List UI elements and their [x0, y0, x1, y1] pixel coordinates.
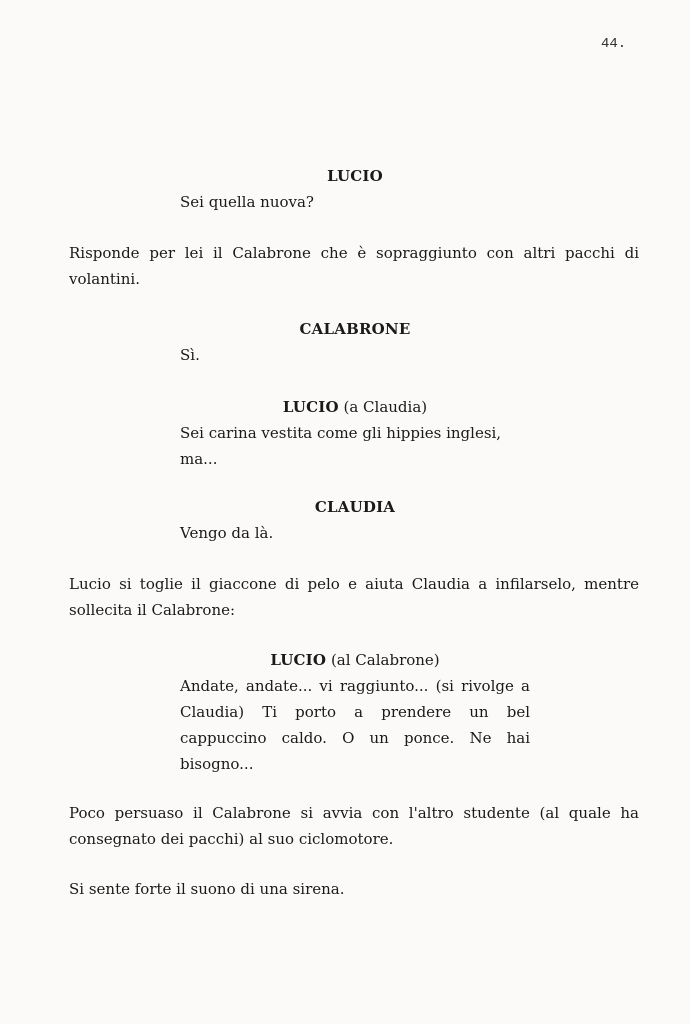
stage-direction: Risponde per lei il Calabrone che è sopraggiunto con altri pacchi di volantini. — [69, 244, 639, 288]
stage-direction: Lucio si toglie il giaccone di pelo e aiuta Claudia a infilarselo, mentre sollecita il Calabrone: — [69, 575, 639, 619]
dialogue-line: Sì. — [180, 346, 200, 364]
speaker-heading — [180, 163, 530, 189]
page-number: 44. — [601, 36, 627, 52]
speaker-name: CLAUDIA — [314, 498, 396, 516]
speaker-name: LUCIO — [270, 651, 327, 669]
speaker-direction: (al Calabrone) — [326, 651, 440, 669]
speaker-heading — [180, 494, 530, 520]
speaker-name: CALABRONE — [299, 320, 411, 338]
speaker-name: LUCIO — [282, 398, 339, 416]
stage-direction: Si sente forte il suono di una sirena. — [69, 880, 345, 898]
speaker-heading — [180, 394, 530, 420]
speaker-heading — [180, 316, 530, 342]
speaker-heading — [180, 647, 530, 673]
speaker-direction: (a Claudia) — [338, 398, 428, 416]
dialogue-line: Sei quella nuova? — [180, 193, 314, 211]
dialogue-line: Andate, andate... vi raggiunto... (si rivolge a Claudia) Ti porto a prendere un bel cappuccino caldo. O un ponce. Ne hai bisogno... — [180, 677, 530, 773]
stage-direction: Poco persuaso il Calabrone si avvia con l'altro studente (al quale ha consegnato dei pacchi) al suo ciclomotore. — [69, 804, 639, 848]
dialogue-line: Sei carina vestita come gli hippies inglesi, ma... — [180, 424, 502, 468]
speaker-name: LUCIO — [327, 167, 383, 185]
dialogue-line: Vengo da là. — [180, 524, 274, 542]
